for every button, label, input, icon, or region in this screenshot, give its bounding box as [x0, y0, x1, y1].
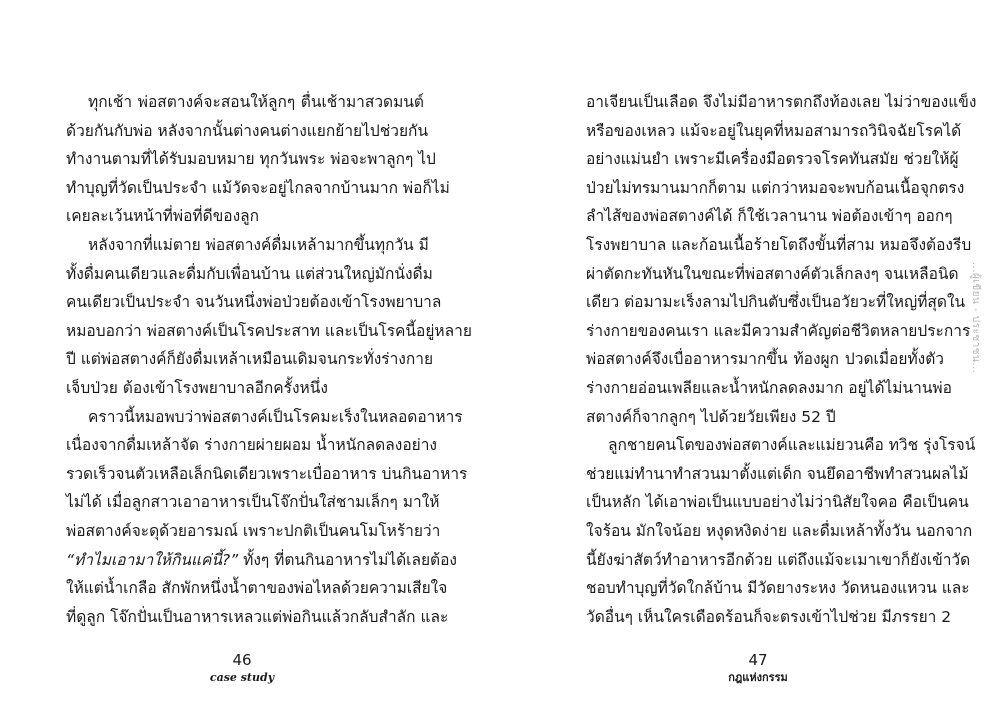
text-line: ช่วยแม่ทำนาทำสวนมาตั้งแต่เด็ก จนยึดอาชีพทำสวนผลไม้ — [586, 464, 969, 483]
running-footer: กฎแห่งกรรม — [728, 671, 788, 684]
text-line: ผ่าตัดกะทันหันในขณะที่พ่อสตางค์ตัวเล็กลงๆ จนเหลือนิด — [586, 264, 959, 283]
right-page-footer — [658, 651, 858, 687]
text-line: ไม่ได้ เมื่อลูกสาวเอาอาหารเป็นโจ๊กปั่นใส่ชามเล็กๆ มาให้ — [66, 493, 440, 512]
text-line: หรือของเหลว แม้จะอยู่ในยุคที่หมอสามารถวินิจฉัยโรคได้ — [586, 121, 962, 140]
text-line: ที่ดูลูก โจ๊กปั่นเป็นอาหารเหลวแต่พ่อกินแล้วกลับสำลัก และ — [66, 607, 449, 626]
text-line: ลำไส้ของพ่อสตางค์ได้ ก็ใช้เวลานาน พ่อต้องเข้าๆ ออกๆ — [586, 207, 953, 226]
text-line: เป็นหลัก ได้เอาพ่อเป็นแบบอย่างไม่ว่านิสัยใจคอ คือเป็นคน — [586, 493, 969, 512]
text-line: ทั้งดื่มคนเดียวและดื่มกับเพื่อนบ้าน แต่ส่วนใหญ่มักนั่งดื่ม — [66, 264, 433, 283]
text-line: เจ็บป่วย ต้องเข้าโรงพยาบาลอีกครั้งหนึ่ง — [66, 378, 328, 397]
text-line: คนเดียวเป็นประจำ จนวันหนึ่งพ่อป่วยต้องเข้าโรงพยาบาล — [66, 293, 442, 312]
text-line: โรงพยาบาล และก้อนเนื้อร้ายโตถึงขั้นที่สาม หมอจึงต้องรีบ — [586, 235, 972, 254]
text-line: วัดอื่นๆ เห็นใครเดือดร้อนก็จะตรงเข้าไปช่วย มีภรรยา 2 — [586, 607, 952, 626]
text-line: อาเจียนเป็นเลือด จึงไม่มีอาหารตกถึงท้องเลย ไม่ว่าของแข็ง — [586, 93, 977, 111]
text-line: ร่างกายของคนเรา และมีความสำคัญต่อชีวิตหลายประการ — [586, 321, 971, 340]
page-number: 47 — [748, 651, 768, 669]
text-line: ให้แต่น้ำเกลือ สักพักหนึ่งน้ำตาของพ่อไหลด้วยความเสียใจ — [66, 579, 448, 598]
text-line: ลูกชายคนโตของพ่อสตางค์และแม่ยวนคือ ทวิช รุ่งโรจน์ — [608, 436, 976, 455]
text-line: ใจร้อน มักใจน้อย หงุดหงิดง่าย และดื่มเหล้าทั้งวัน นอกจาก — [586, 521, 973, 540]
page-number: 46 — [232, 651, 252, 669]
text-line: รวดเร็วจนตัวเหลือเล็กนิดเดียวเพราะเบื่ออาหาร บ่นกินอาหาร — [66, 464, 468, 483]
text-line: หลังจากที่แม่ตาย พ่อสตางค์ดื่มเหล้ามากขึ้นทุกวัน มี — [88, 235, 429, 254]
text-line: ทำงานตามที่ได้รับมอบหมาย ทุกวันพระ พ่อจะพาลูกๆ ไป — [66, 150, 436, 169]
text-line-quote: “ทำไมเอามาให้กินแค่นี้?” ทั้งๆ ที่ตนกินอาหารไม่ได้เลยต้อง — [66, 550, 457, 569]
side-watermark: ...ผู้เขียน - ประชาชน... — [970, 262, 981, 374]
text-line: สตางค์ก็จากลูกๆ ไปด้วยวัยเพียง 52 ปี — [586, 407, 836, 426]
text-line: พ่อสตางค์จึงเบื่ออาหารมากขึ้น ท้องผูก ปวดเมื่อยทั้งตัว — [586, 350, 944, 369]
left-page-footer — [142, 651, 342, 687]
left-body-text — [66, 88, 472, 631]
text-line: นี้ยังฆ่าสัตว์ทำอาหารอีกด้วย แต่ถึงแม้จะเมาเขาก็ยังเข้าวัด — [586, 550, 971, 569]
text-line: หมอบอกว่า พ่อสตางค์เป็นโรคประสาท และเป็นโรคนี้อยู่หลาย — [66, 321, 472, 340]
text-line: เคยละเว้นหน้าที่พ่อที่ดีของลูก — [66, 207, 260, 226]
text-line: ด้วยกันกับพ่อ หลังจากนั้นต่างคนต่างแยกย้ายไปช่วยกัน — [66, 121, 429, 140]
text-line: ทุกเช้า พ่อสตางค์จะสอนให้ลูกๆ ตื่นเช้ามาสวดมนต์ — [88, 93, 424, 111]
text-line: ปี แต่พ่อสตางค์ก็ยังดื่มเหล้าเหมือนเดิมจนกระทั่งร่างกาย — [66, 350, 434, 369]
text-line: เดียว ต่อมามะเร็งลามไปกินตับซึ่งเป็นอวัยวะที่ใหญ่ที่สุดใน — [586, 293, 966, 312]
text-line: อย่างแม่นยำ เพราะมีเครื่องมือตรวจโรคทันสมัย ช่วยให้ผู้ — [586, 150, 959, 169]
text-line: ร่างกายอ่อนเพลียและน้ำหนักลดลงมาก อยู่ได้ไม่นานพ่อ — [586, 378, 952, 397]
text-line: คราวนี้หมอพบว่าพ่อสตางค์เป็นโรคมะเร็งในหลอดอาหาร — [88, 407, 463, 426]
text-line: เนื่องจากดื่มเหล้าจัด ร่างกายผ่ายผอม น้ำหนักลดลงอย่าง — [66, 436, 437, 455]
text-line: ชอบทำบุญที่วัดใกล้บ้าน มีวัดยางระหง วัดหนองแหวน และ — [586, 579, 970, 598]
text-line: ทำบุญที่วัดเป็นประจำ แม้วัดจะอยู่ไกลจากบ้านมาก พ่อก็ไม่ — [66, 178, 450, 197]
text-line: พ่อสตางค์จะดุด้วยอารมณ์ เพราะปกติเป็นคนโมโหร้ายว่า — [66, 521, 441, 540]
text-line: ป่วยไม่ทรมานมากก็ตาม แต่กว่าหมอจะพบก้อนเนื้อจุกตรง — [586, 178, 965, 197]
running-footer: case study — [209, 671, 275, 684]
